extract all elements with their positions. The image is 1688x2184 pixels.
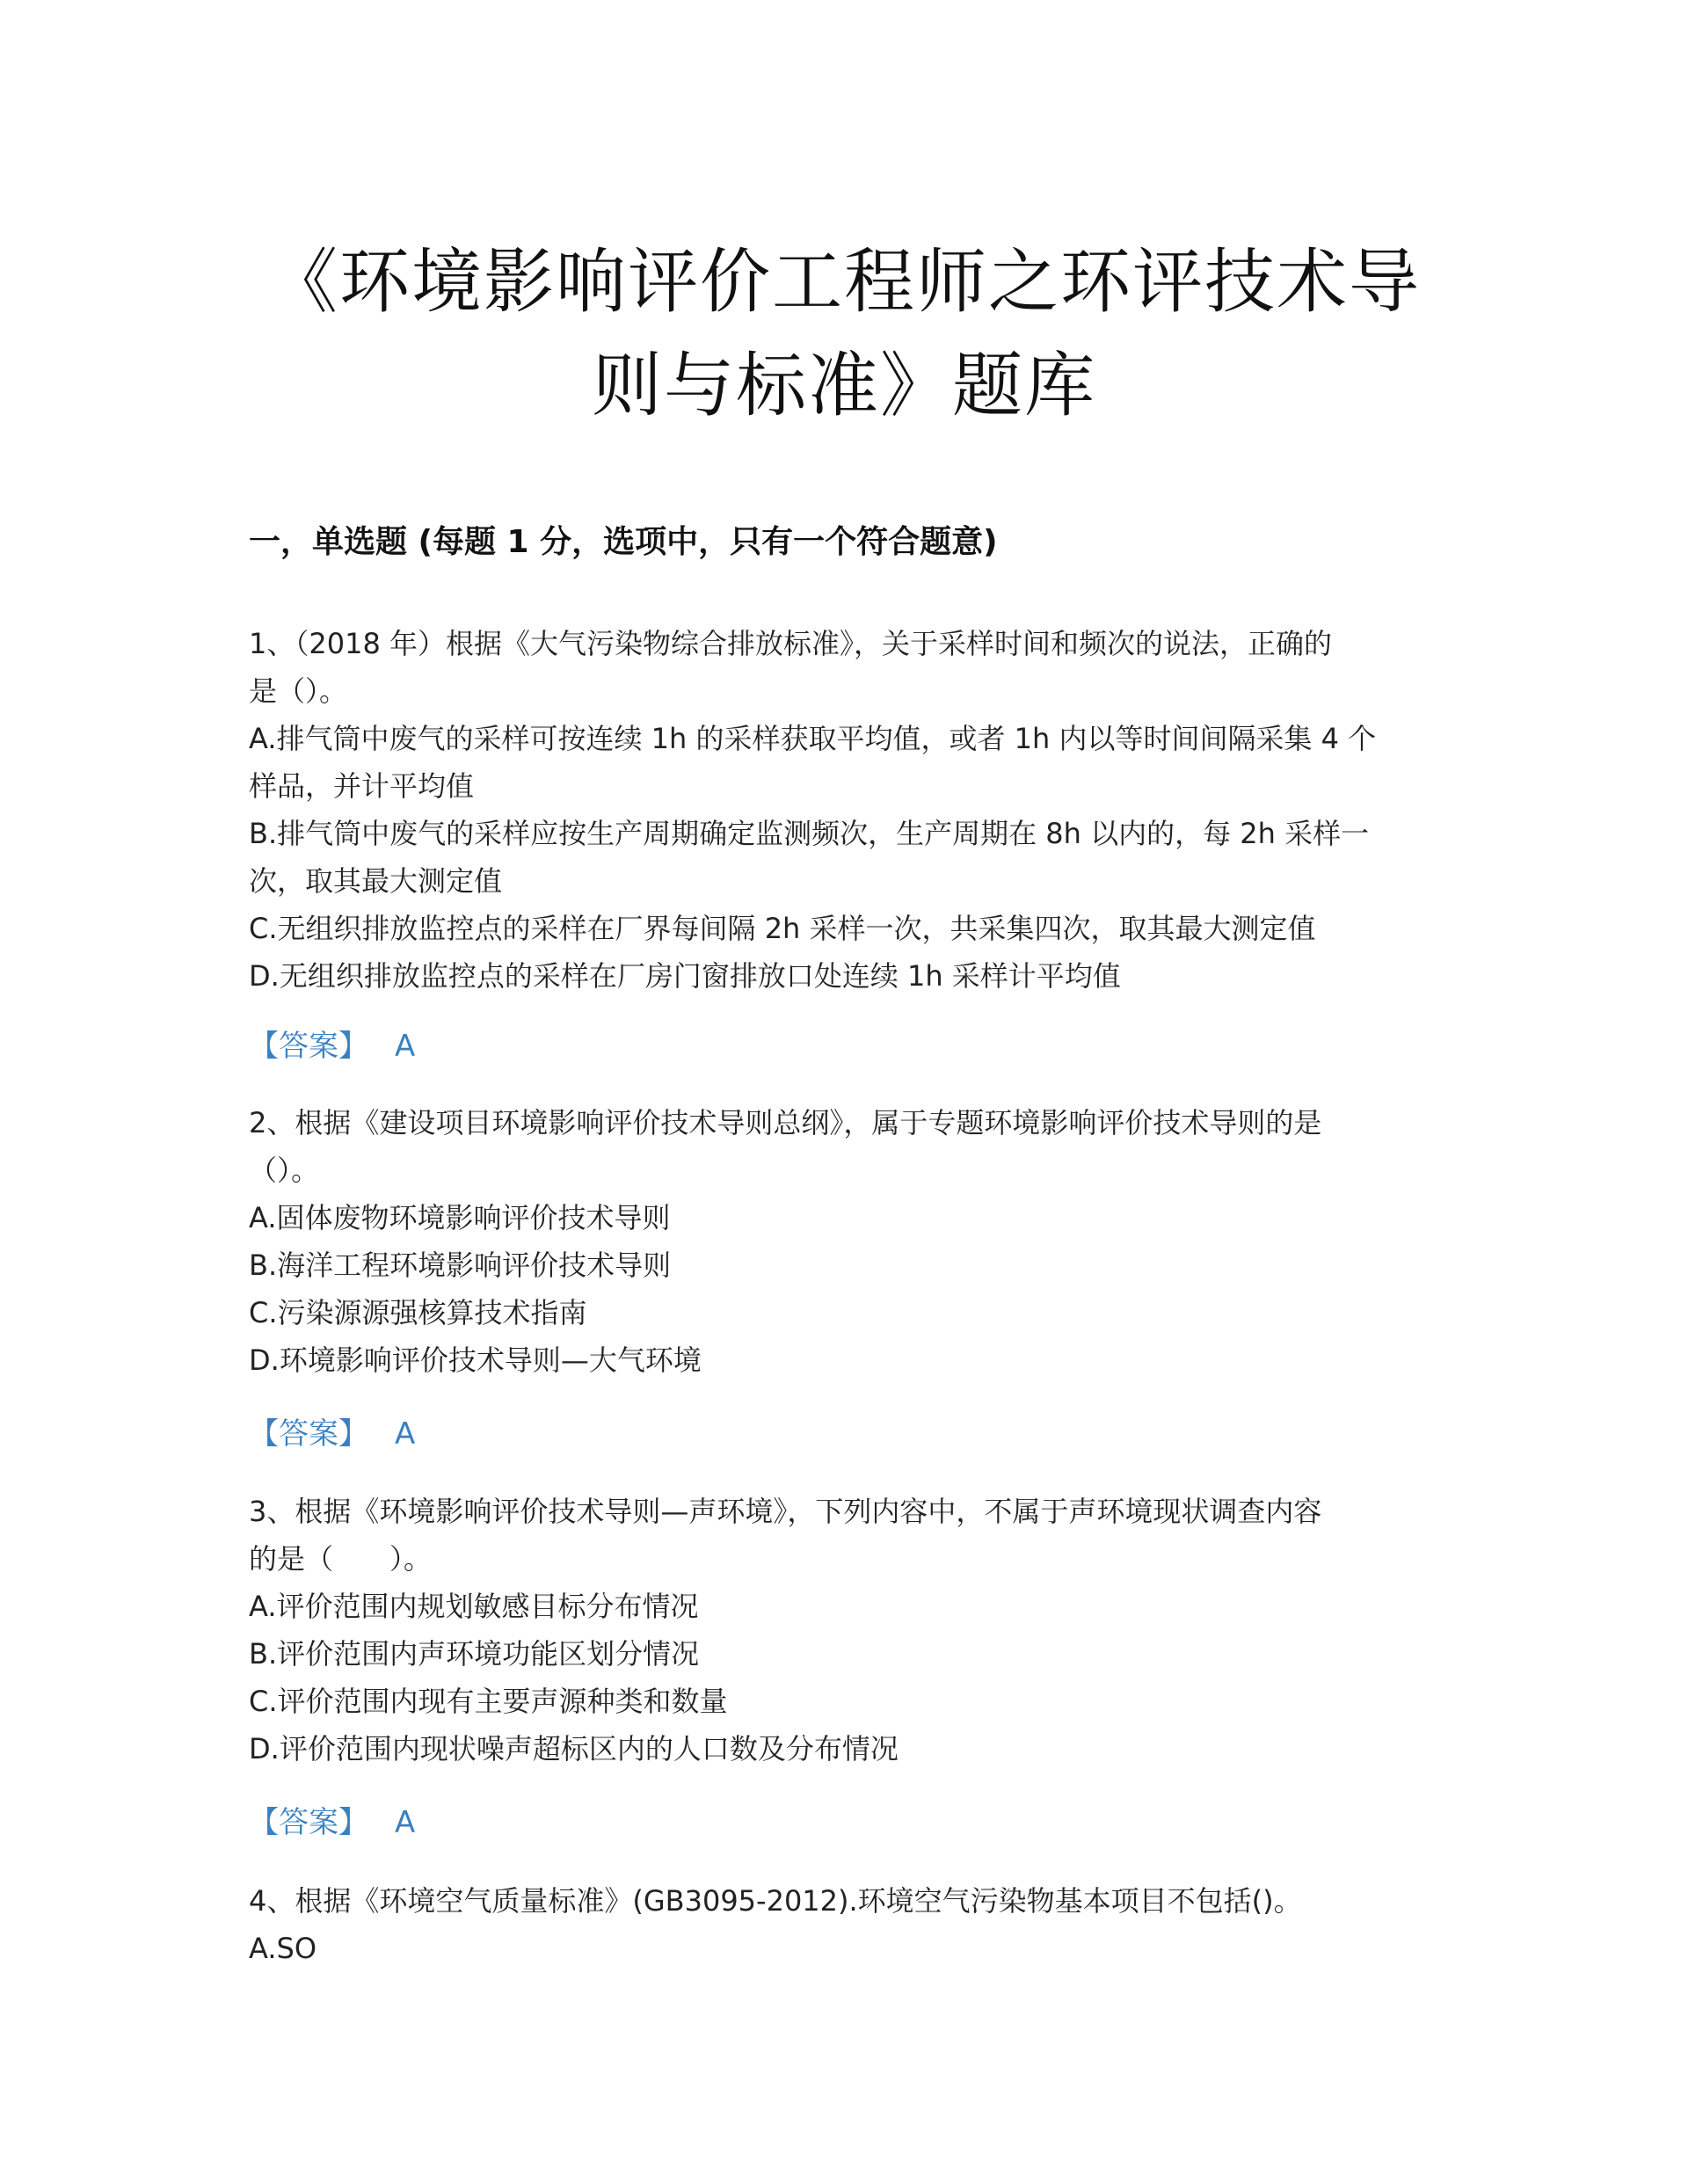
option-b: B.海洋工程环境影响评价技术导则 — [249, 1249, 672, 1282]
option-c: C.无组织排放监控点的采样在厂界每间隔 2h 采样一次，共采集四次，取其最大测定值 — [249, 912, 1316, 945]
question-2 — [249, 1099, 1427, 1384]
title-line-1: 《环境影响评价工程师之环评技术导 — [267, 241, 1421, 323]
answer-3 — [249, 1798, 415, 1841]
answer-label: 【答案】 — [249, 1416, 368, 1452]
option-a: A.SO — [249, 1932, 316, 1965]
answer-value: A — [395, 1805, 416, 1840]
question-stem: （）。 — [249, 1154, 320, 1187]
question-4 — [249, 1877, 1427, 1972]
question-stem: 1、（2018 年）根据《大气污染物综合排放标准》，关于采样时间和频次的说法，正确的 — [249, 627, 1332, 660]
option-d: D.评价范围内现状噪声超标区内的人口数及分布情况 — [249, 1732, 899, 1765]
answer-2 — [249, 1409, 415, 1452]
option-c: C.污染源源强核算技术指南 — [249, 1296, 587, 1329]
question-stem: 4、根据《环境空气质量标准》(GB3095-2012).环境空气污染物基本项目不包括()。 — [249, 1884, 1302, 1918]
answer-value: A — [395, 1029, 416, 1064]
document-title — [264, 230, 1424, 438]
question-stem: 2、根据《建设项目环境影响评价技术导则总纲》，属于专题环境影响评价技术导则的是 — [249, 1106, 1322, 1139]
title-line-2: 则与标准》题库 — [592, 345, 1096, 426]
option-d: D.环境影响评价技术导则—大气环境 — [249, 1343, 702, 1377]
section-heading: 一，单选题 (每题 1 分，选项中，只有一个符合题意) — [249, 524, 998, 560]
option-b: B.排气筒中废气的采样应按生产周期确定监测频次，生产周期在 8h 以内的，每 2h 采样一 — [249, 817, 1370, 850]
answer-1 — [249, 1022, 415, 1065]
option-a-cont: 样品，并计平均值 — [249, 769, 475, 803]
question-stem: 是（）。 — [249, 674, 348, 708]
option-a: A.排气筒中废气的采样可按连续 1h 的采样获取平均值，或者 1h 内以等时间间隔采集 4 个 — [249, 722, 1377, 755]
answer-value: A — [395, 1416, 416, 1452]
question-1 — [249, 620, 1427, 1000]
option-b-cont: 次，取其最大测定值 — [249, 864, 503, 898]
option-b: B.评价范围内声环境功能区划分情况 — [249, 1637, 700, 1671]
option-c: C.评价范围内现有主要声源种类和数量 — [249, 1685, 728, 1718]
option-a: A.评价范围内规划敏感目标分布情况 — [249, 1590, 699, 1623]
answer-label: 【答案】 — [249, 1029, 368, 1064]
question-stem: 3、根据《环境影响评价技术导则—声环境》，下列内容中，不属于声环境现状调查内容 — [249, 1495, 1322, 1528]
question-3 — [249, 1488, 1427, 1773]
answer-label: 【答案】 — [249, 1805, 368, 1840]
question-stem: 的是（ ）。 — [249, 1542, 433, 1576]
option-d: D.无组织排放监控点的采样在厂房门窗排放口处连续 1h 采样计平均值 — [249, 959, 1121, 993]
option-a: A.固体废物环境影响评价技术导则 — [249, 1201, 671, 1234]
